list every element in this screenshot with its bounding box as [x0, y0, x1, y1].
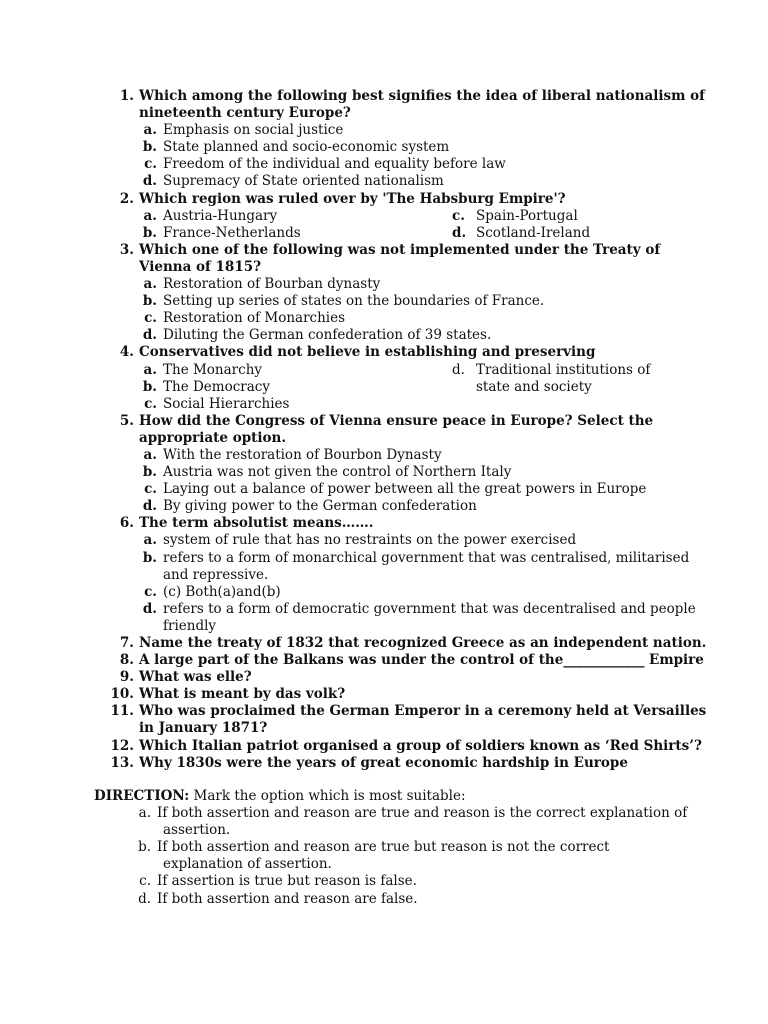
question-number: 4. [119, 344, 134, 361]
question-number: 8. [119, 652, 134, 669]
question-number: 13. [110, 754, 134, 771]
option-row [0, 362, 768, 379]
question-text-continued: Vienna of 1815? [139, 258, 262, 275]
option-c-letter: c. [452, 207, 465, 224]
option-c: c. Freedom of the individual and equality before law [144, 156, 506, 173]
direction-section [0, 788, 768, 908]
option-c: c. Laying out a balance of power between all the great powers in Europe [144, 481, 647, 498]
question-text: Conservatives did not believe in establishing and preserving [139, 344, 596, 361]
question-9 [0, 669, 768, 686]
option-c-text: Spain-Portugal [476, 207, 578, 224]
direction-option-b-continued: explanation of assertion. [163, 856, 332, 873]
direction-option-c: c. If assertion is true but reason is false. [139, 873, 417, 890]
option-a-letter: a. [143, 361, 157, 378]
question-number: 11. [110, 703, 134, 720]
question-number: 7. [119, 635, 134, 651]
option-b-letter: b. [142, 224, 157, 241]
question-11 [0, 703, 768, 720]
question-1 [0, 88, 768, 105]
question-list [0, 88, 768, 772]
question-text: The term absolutist means……. [139, 515, 374, 532]
option-c: c. (c) Both(a)and(b) [144, 583, 281, 600]
option-d: d. By giving power to the German confederation [142, 498, 477, 515]
option-d-continued: friendly [163, 617, 217, 634]
question-number: 9. [119, 669, 134, 686]
question-number: 2. [119, 190, 134, 207]
option-a-text: The Monarchy [163, 361, 263, 378]
option-b: b. Setting up series of states on the boundaries of France. [142, 293, 545, 310]
question-3 [0, 242, 768, 259]
option-a: a. With the restoration of Bourbon Dynasty [143, 446, 442, 463]
option-row [0, 208, 768, 225]
option-d-text: Traditional institutions of [476, 361, 651, 378]
question-10 [0, 686, 768, 703]
question-text-continued: appropriate option. [139, 429, 287, 446]
question-text: What is meant by das volk? [139, 686, 346, 703]
question-text: How did the Congress of Vienna ensure peace in Europe? Select the [139, 412, 654, 429]
question-number: 3. [119, 241, 134, 258]
option-d: d. refers to a form of democratic government that was decentralised and people [142, 600, 696, 617]
question-number: 5. [119, 412, 134, 429]
direction-option-d: d. If both assertion and reason are false. [138, 890, 418, 907]
question-12 [0, 738, 768, 755]
question-text: Who was proclaimed the German Emperor in a ceremony held at Versailles [139, 703, 707, 720]
option-a: a. Restoration of Bourban dynasty [143, 276, 381, 293]
question-number: 12. [110, 737, 134, 754]
question-4 [0, 344, 768, 361]
question-6 [0, 515, 768, 532]
option-a: a. Emphasis on social justice [143, 122, 344, 139]
question-text: Which one of the following was not implemented under the Treaty of [139, 241, 661, 258]
question-text: Name the treaty of 1832 that recognized Greece as an independent nation. [139, 635, 707, 651]
question-number: 10. [110, 686, 134, 703]
direction-text: Mark the option which is most suitable: [189, 788, 466, 804]
option-row [0, 379, 768, 396]
option-b-continued: and repressive. [163, 566, 269, 583]
question-text-continued: in January 1871? [139, 720, 268, 737]
question-text: A large part of the Balkans was under the control of the____________ Empire [139, 652, 704, 669]
option-c: c. Restoration of Monarchies [144, 310, 346, 327]
option-row [0, 225, 768, 242]
direction-option-a-continued: assertion. [163, 822, 231, 839]
option-c: c. Social Hierarchies [144, 395, 290, 412]
question-2 [0, 191, 768, 208]
question-text-continued: nineteenth century Europe? [139, 105, 351, 122]
option-a-text: Austria-Hungary [163, 207, 278, 224]
direction-option-a: a. If both assertion and reason are true and reason is the correct explanation of [138, 805, 688, 822]
option-a-letter: a. [143, 207, 157, 224]
option-d-text-continued: state and society [476, 378, 592, 395]
option-a: a. system of rule that has no restraints on the power exercised [143, 532, 577, 549]
question-text: Which Italian patriot organised a group of soldiers known as ‘Red Shirts’? [139, 737, 702, 754]
option-d-spacer [452, 379, 476, 396]
question-number: 1. [119, 88, 134, 104]
direction-label: DIRECTION: [94, 788, 190, 804]
question-7 [0, 635, 768, 652]
option-d-letter: d. [452, 361, 465, 378]
question-text: Which region was ruled over by 'The Habsburg Empire'? [139, 190, 566, 207]
question-text: What was elle? [139, 669, 252, 686]
question-number: 6. [119, 515, 134, 532]
option-b: b. refers to a form of monarchical government that was centralised, militarised [142, 549, 690, 566]
question-text: Why 1830s were the years of great economic hardship in Europe [139, 754, 628, 771]
option-d: d. Diluting the German confederation of 39 states. [142, 327, 492, 344]
question-text: Which among the following best signifies the idea of liberal nationalism of [139, 88, 705, 104]
option-b-letter: b. [142, 378, 157, 395]
question-8 [0, 652, 768, 669]
option-b-text: France-Netherlands [163, 224, 301, 241]
direction-heading [0, 788, 768, 805]
option-b: b. State planned and socio-economic system [142, 139, 450, 156]
direction-option-b: b. If both assertion and reason are true but reason is not the correct [138, 839, 610, 856]
question-5 [0, 413, 768, 430]
option-d-text: Scotland-Ireland [476, 224, 591, 241]
option-b: b. Austria was not given the control of Northern Italy [142, 464, 512, 481]
option-d-letter: d. [452, 224, 467, 241]
question-13 [0, 755, 768, 772]
option-b-text: The Democracy [163, 378, 270, 395]
option-d: d. Supremacy of State oriented nationalism [142, 173, 444, 190]
